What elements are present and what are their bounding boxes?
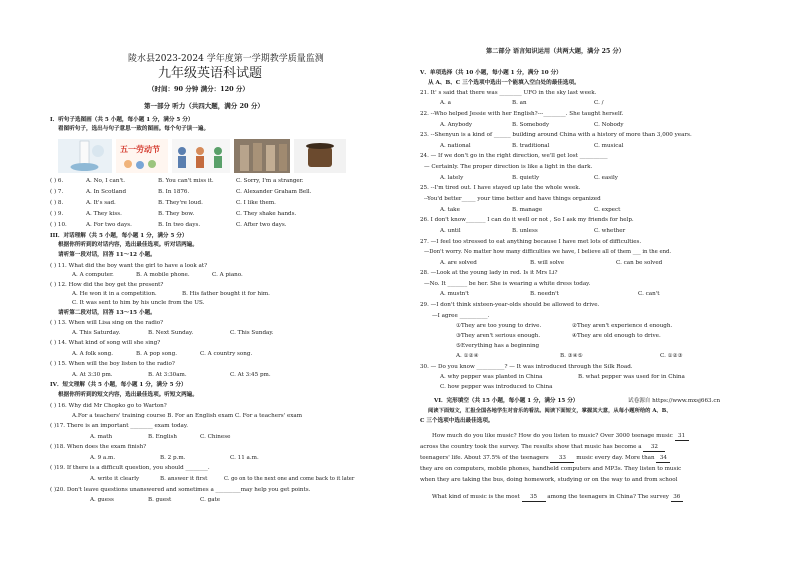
q20: ( )20. Don't leave questions unanswered and sometimes a _________may help you get points. [50,487,311,493]
q16: ( ) 16. Why did Mr Chopko go to Warton? [50,403,167,409]
blank-32[interactable]: 32 [643,444,665,452]
q17: ( )17. There is an important ________ exam today. [50,423,189,429]
q11: ( ) 11. What did the boy want the girl to have a look at? [50,263,208,269]
picture-may-day [116,139,168,173]
sec3-first: 请听第一段对话，回答 11～12 小题。 [58,252,156,258]
q26: 26. I don't know_______ I can do it well or not , So I ask my friends for help. [420,217,634,223]
watermark: 试卷源自 https://www.mxsj663.cn [628,398,721,404]
q12: ( ) 12. How did the boy get the present? [50,282,164,288]
picture-terracotta [234,139,290,173]
subject-title: 九年级英语科试题 [158,66,263,81]
q15: ( ) 15. When will the boy listen to the radio? [50,361,175,367]
q14: ( ) 14. What kind of song will she sing? [50,340,161,346]
picture-vaccine [58,139,112,173]
sec6-instr1: 阅读下面短文，汇报全国各地学生对音乐的看法。阅读下面短文，掌握其大意，从每小题所给的 A、B、 [428,408,672,414]
part2-title: 第二部分 语言知识运用（共两大题，满分 25 分） [486,48,625,55]
sec3-instr: 根据你所听到的对话内容，选出最佳选项。听对话两遍。 [58,242,198,248]
q30: 30. — Do you know __________? — It was introduced through the Silk Road. [420,364,633,370]
blank-33[interactable]: 33 [550,455,574,463]
q23: 23. --Shenyun is a kind of ______ building around China with a history of more than 3,000 years. [420,132,692,138]
sec5-instr: 从 A、B、C 三个选项中选出一个能填入空白处的最佳选项。 [428,80,580,86]
picture-telephone [294,139,346,173]
sec5-title: V．单项选择（共 10 小题，每小题 1 分，满分 10 分） [420,70,562,76]
q22: 22. --Who helped Jessie with her English?---________. She taught herself. [420,111,624,117]
sec6-title: VI．完形填空（共 15 小题，每小题 1 分，满分 15 分） [434,398,579,404]
q27: 27. —I feel too stressed to eat anything because I have met lots of difficulties. [420,239,642,245]
exam-title: 陵水县2023-2024 学年度第一学期教学质量监测 [128,54,324,64]
q18: ( )18. When does the exam finish? [50,444,147,450]
sec1-title: I．听句子选图画（共 5 小题，每小题 1 分，满分 5 分） [50,117,194,123]
part1-title: 第一部分 听力（共四大题，满分 20 分） [144,102,264,110]
sec6-instr2: C 三个选项中选出最佳选项。 [420,418,494,424]
blank-35[interactable]: 35 [522,494,546,502]
svg-text:五一劳动节: 五一劳动节 [120,145,160,154]
blank-36[interactable]: 36 [671,494,683,502]
sec3-title: III．对话理解（共 5 小题，每小题 1 分，满分 5 分） [50,233,188,239]
time-score: （时间：90 分钟 满分：120 分） [148,85,249,93]
q13: ( ) 13. When will Lisa sing on the radio? [50,320,164,326]
sec4-title: IV．短文理解（共 5 小题，每小题 1 分，满分 5 分） [50,382,187,388]
sec1-instr: 看图听句子，选出与句子意思一致的图画。每个句子读一遍。 [58,126,210,132]
q21: 21. It' s said that there was ________ UFO in the sky last week. [420,90,597,96]
picture-teacher-students [172,139,230,173]
q24: 24. — If we don't go in the right direction, we'll get lost __________ [420,153,608,159]
q19: ( )19. If there is a difficult question, you should ________. [50,465,210,471]
q25: 25. --I'm tired out. I have stayed up late the whole week. [420,185,581,191]
sec4-instr: 根据你所听到的短文内容，选出最佳选项。听短文两遍。 [58,392,198,398]
blank-31[interactable]: 31 [675,433,689,441]
blank-34[interactable]: 34 [656,455,670,463]
sec3-second: 请听第二段对话，回答 13～15 小题。 [58,310,156,316]
q29: 29. —I don't think sixteen-year-olds should be allowed to drive. [420,302,600,308]
q28: 28. —Look at the young lady in red. Is it Mrs Li? [420,270,558,276]
